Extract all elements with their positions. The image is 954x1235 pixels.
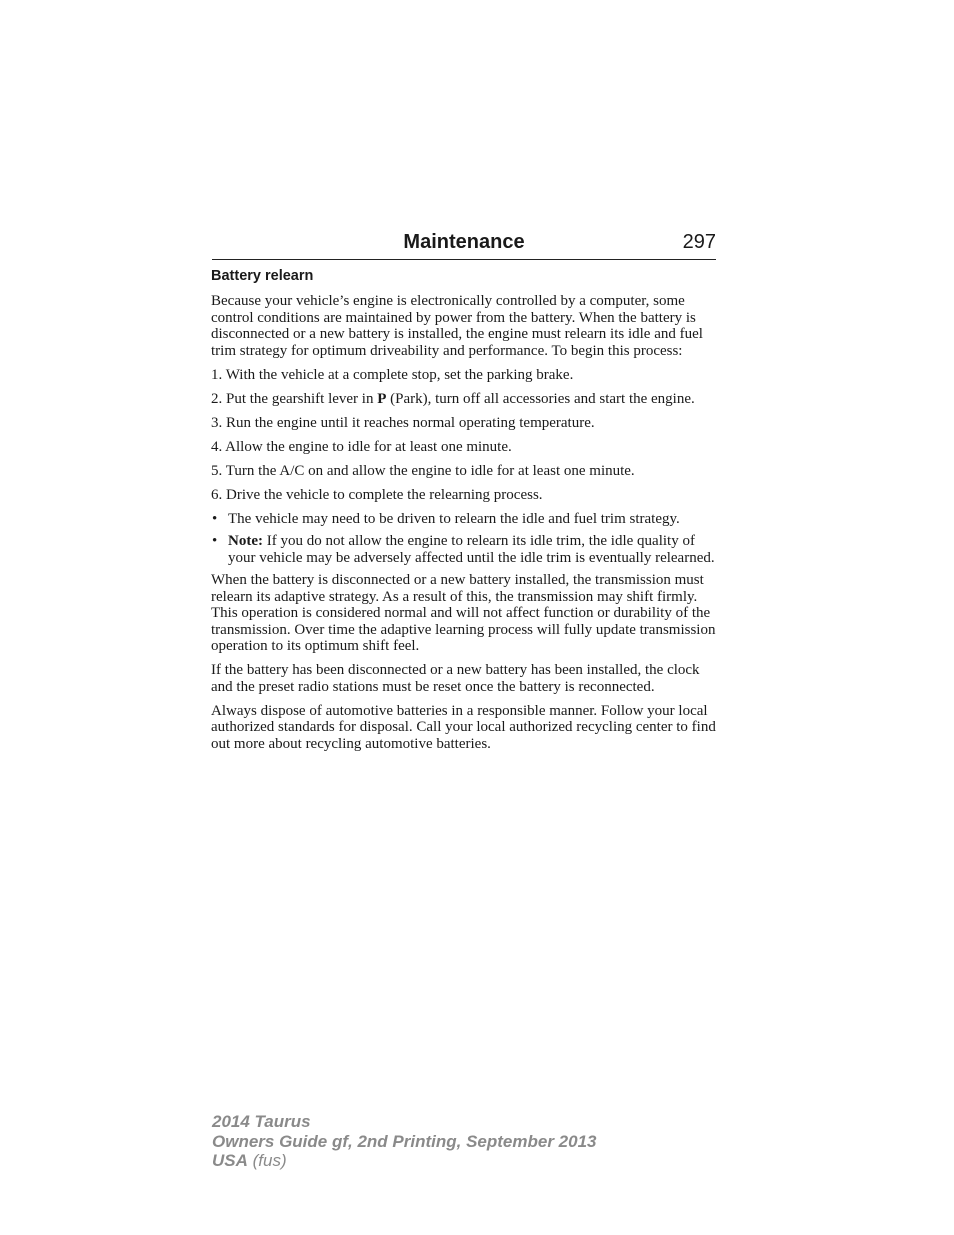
footer-model: 2014 Taurus xyxy=(212,1112,311,1131)
page-header xyxy=(212,229,716,260)
bullet-item xyxy=(211,533,717,566)
clock-radio-paragraph: If the battery has been disconnected or a new battery has been installed, the clock and the preset radio stations must be reset once the battery is reconnected. xyxy=(211,662,700,695)
bullet-list xyxy=(211,511,717,567)
park-gear-label: P xyxy=(377,390,387,407)
step-5: 5. Turn the A/C on and allow the engine to idle for at least one minute. xyxy=(211,462,635,479)
section-title: Maintenance xyxy=(403,231,525,253)
footer-country: USA xyxy=(212,1151,248,1170)
bullet-icon: • xyxy=(212,510,218,527)
bullet-icon: • xyxy=(212,533,218,549)
note-text: If you do not allow the engine to relearn its idle trim, the idle quality of your vehicle may be adversely affected until the idle trim is eventually relearned. xyxy=(228,533,715,566)
step-4: 4. Allow the engine to idle for at least one minute. xyxy=(211,438,512,455)
transmission-paragraph: When the battery is disconnected or a new battery installed, the transmission must relearn its adaptive strategy. As a result of this, the transmission may shift firmly. This operation is considered normal and will not affect function or durability of the transmission. Over time the adaptive learning process will fully update transmission operation to its optimum shift feel. xyxy=(211,572,716,654)
step-1: 1. With the vehicle at a complete stop, set the parking brake. xyxy=(211,366,574,383)
page-footer xyxy=(212,1112,596,1171)
step-2-text-before: 2. Put the gearshift lever in xyxy=(211,390,378,407)
footer-market-code: (fus) xyxy=(247,1151,287,1170)
bullet-item xyxy=(211,511,717,528)
note-label: Note: xyxy=(228,533,263,549)
bullet-text: The vehicle may need to be driven to relearn the idle and fuel trim strategy. xyxy=(228,510,680,527)
step-2 xyxy=(211,391,717,408)
step-6: 6. Drive the vehicle to complete the relearning process. xyxy=(211,486,543,503)
article-body xyxy=(211,266,717,760)
footer-guide-edition: Owners Guide gf, 2nd Printing, September 2013 xyxy=(212,1131,597,1151)
step-3: 3. Run the engine until it reaches normal operating temperature. xyxy=(211,414,595,431)
disposal-paragraph: Always dispose of automotive batteries in a responsible manner. Follow your local authorized standards for disposal. Call your local authorized recycling center to find out more about recycling automotive batteries. xyxy=(211,702,716,752)
step-2-text-after: (Park), turn off all accessories and start the engine. xyxy=(386,390,695,407)
page-number: 297 xyxy=(682,231,716,253)
footer-market xyxy=(212,1151,596,1171)
article-heading: Battery relearn xyxy=(211,268,314,284)
intro-paragraph: Because your vehicle’s engine is electronically controlled by a computer, some control conditions are maintained by power from the battery. When the battery is disconnected or a new battery is installed, the engine must relearn its idle and fuel trim strategy for optimum driveability and performance. To begin this process: xyxy=(211,293,703,359)
